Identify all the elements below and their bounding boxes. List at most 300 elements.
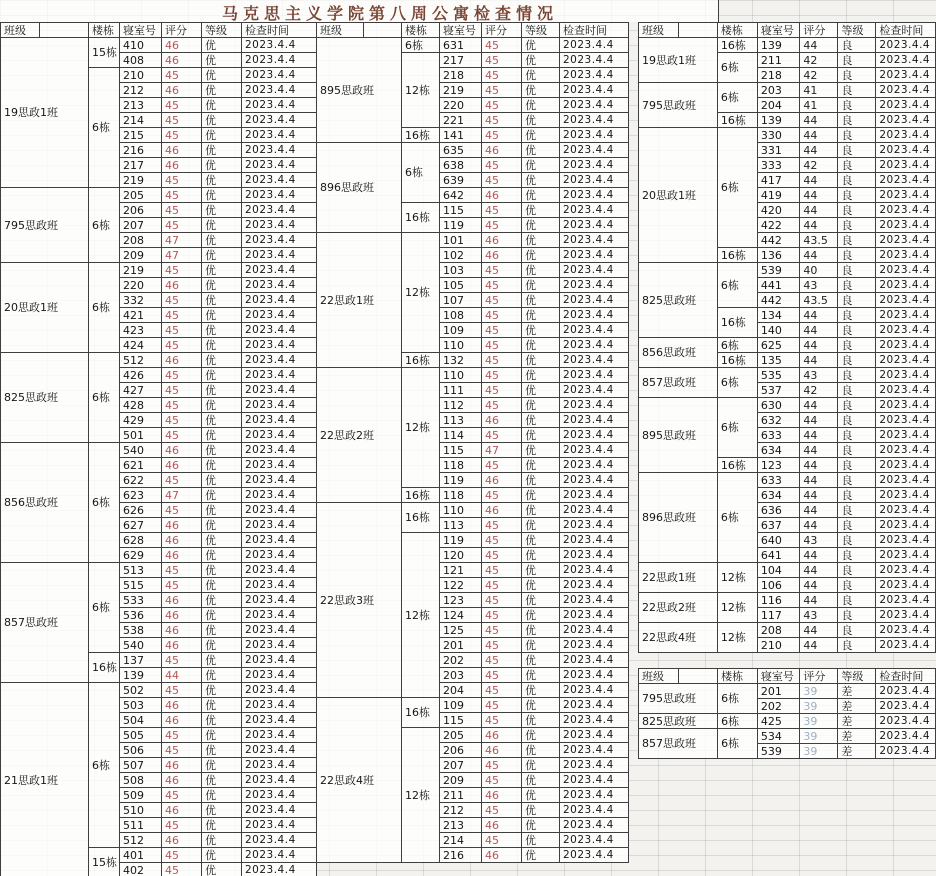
room-cell[interactable]: 421 xyxy=(120,308,162,323)
room-cell[interactable]: 114 xyxy=(440,428,482,443)
grade-cell[interactable]: 优 xyxy=(202,608,242,623)
grade-cell[interactable]: 优 xyxy=(522,698,560,713)
grade-cell[interactable]: 优 xyxy=(522,728,560,743)
room-cell[interactable]: 332 xyxy=(120,293,162,308)
time-cell[interactable]: 2023.4.4 xyxy=(242,338,317,353)
grade-cell[interactable]: 良 xyxy=(838,473,876,488)
grade-cell[interactable]: 优 xyxy=(202,803,242,818)
building-cell[interactable]: 16栋 xyxy=(402,503,440,533)
time-cell[interactable]: 2023.4.4 xyxy=(242,188,317,203)
building-cell[interactable]: 6栋 xyxy=(717,53,757,83)
score-cell[interactable]: 39 xyxy=(800,729,838,744)
time-cell[interactable]: 2023.4.4 xyxy=(560,443,629,458)
time-cell[interactable]: 2023.4.4 xyxy=(876,518,936,533)
score-cell[interactable]: 45 xyxy=(162,173,202,188)
room-cell[interactable]: 633 xyxy=(757,428,800,443)
room-cell[interactable]: 208 xyxy=(757,623,800,638)
time-cell[interactable]: 2023.4.4 xyxy=(876,383,936,398)
room-cell[interactable]: 213 xyxy=(440,818,482,833)
time-cell[interactable]: 2023.4.4 xyxy=(242,563,317,578)
grade-cell[interactable]: 优 xyxy=(202,563,242,578)
score-cell[interactable]: 46 xyxy=(162,608,202,623)
building-cell[interactable]: 15栋 xyxy=(89,848,120,876)
room-cell[interactable]: 427 xyxy=(120,383,162,398)
score-cell[interactable]: 45 xyxy=(162,818,202,833)
time-cell[interactable]: 2023.4.4 xyxy=(876,623,936,638)
time-cell[interactable]: 2023.4.4 xyxy=(876,608,936,623)
room-cell[interactable]: 634 xyxy=(757,488,800,503)
time-cell[interactable]: 2023.4.4 xyxy=(560,38,629,53)
room-cell[interactable]: 139 xyxy=(757,38,800,53)
score-header-cell[interactable]: 评分 xyxy=(800,23,838,38)
room-cell[interactable]: 135 xyxy=(757,353,800,368)
room-cell[interactable]: 210 xyxy=(120,68,162,83)
time-cell[interactable]: 2023.4.4 xyxy=(876,233,936,248)
room-cell[interactable]: 139 xyxy=(120,668,162,683)
grade-cell[interactable]: 优 xyxy=(522,638,560,653)
room-cell[interactable]: 642 xyxy=(440,188,482,203)
grade-cell[interactable]: 优 xyxy=(202,368,242,383)
score-cell[interactable]: 45 xyxy=(482,323,522,338)
time-cell[interactable]: 2023.4.4 xyxy=(242,473,317,488)
grade-cell[interactable]: 优 xyxy=(202,728,242,743)
building-cell[interactable]: 16栋 xyxy=(402,488,440,503)
room-cell[interactable]: 631 xyxy=(440,38,482,53)
score-cell[interactable]: 45 xyxy=(482,158,522,173)
time-cell[interactable]: 2023.4.4 xyxy=(242,293,317,308)
time-cell[interactable]: 2023.4.4 xyxy=(242,308,317,323)
room-cell[interactable]: 208 xyxy=(120,233,162,248)
time-cell[interactable]: 2023.4.4 xyxy=(560,383,629,398)
score-cell[interactable]: 47 xyxy=(482,443,522,458)
score-cell[interactable]: 46 xyxy=(162,758,202,773)
time-cell[interactable]: 2023.4.4 xyxy=(242,698,317,713)
grade-cell[interactable]: 优 xyxy=(202,353,242,368)
grade-cell[interactable]: 良 xyxy=(838,518,876,533)
grade-cell[interactable]: 优 xyxy=(202,668,242,683)
score-cell[interactable]: 43 xyxy=(800,533,838,548)
building-cell[interactable]: 6栋 xyxy=(717,128,757,248)
grade-cell[interactable]: 优 xyxy=(522,248,560,263)
grade-cell[interactable]: 优 xyxy=(522,278,560,293)
building-cell[interactable]: 12栋 xyxy=(402,368,440,488)
room-cell[interactable]: 510 xyxy=(120,803,162,818)
score-cell[interactable]: 45 xyxy=(482,128,522,143)
score-cell[interactable]: 46 xyxy=(482,503,522,518)
room-cell[interactable]: 442 xyxy=(757,233,800,248)
time-cell[interactable]: 2023.4.4 xyxy=(560,338,629,353)
time-cell[interactable]: 2023.4.4 xyxy=(876,729,936,744)
grade-cell[interactable]: 良 xyxy=(838,218,876,233)
grade-cell[interactable]: 优 xyxy=(202,68,242,83)
room-cell[interactable]: 640 xyxy=(757,533,800,548)
score-cell[interactable]: 45 xyxy=(162,563,202,578)
grade-cell[interactable]: 优 xyxy=(522,308,560,323)
time-cell[interactable]: 2023.4.4 xyxy=(242,773,317,788)
score-cell[interactable]: 46 xyxy=(482,728,522,743)
class-cell[interactable]: 19思政1班 xyxy=(639,38,718,83)
time-cell[interactable]: 2023.4.4 xyxy=(876,98,936,113)
room-cell[interactable]: 204 xyxy=(757,98,800,113)
time-cell[interactable]: 2023.4.4 xyxy=(876,548,936,563)
time-cell[interactable]: 2023.4.4 xyxy=(876,563,936,578)
grade-cell[interactable]: 优 xyxy=(202,113,242,128)
score-cell[interactable]: 45 xyxy=(482,203,522,218)
grade-cell[interactable]: 优 xyxy=(202,293,242,308)
class-cell[interactable]: 19思政1班 xyxy=(1,38,89,188)
building-cell[interactable]: 6栋 xyxy=(717,398,757,458)
building-cell[interactable]: 6栋 xyxy=(402,143,440,203)
time-cell[interactable]: 2023.4.4 xyxy=(560,458,629,473)
grade-cell[interactable]: 优 xyxy=(202,653,242,668)
grade-cell[interactable]: 良 xyxy=(838,608,876,623)
grade-cell[interactable]: 优 xyxy=(522,143,560,158)
score-cell[interactable]: 45 xyxy=(162,263,202,278)
score-cell[interactable]: 46 xyxy=(162,623,202,638)
time-cell[interactable]: 2023.4.4 xyxy=(560,203,629,218)
grade-cell[interactable]: 优 xyxy=(202,578,242,593)
room-cell[interactable]: 209 xyxy=(440,773,482,788)
time-cell[interactable]: 2023.4.4 xyxy=(876,699,936,714)
grade-cell[interactable]: 优 xyxy=(202,773,242,788)
time-cell[interactable]: 2023.4.4 xyxy=(242,113,317,128)
time-cell[interactable]: 2023.4.4 xyxy=(242,233,317,248)
building-cell[interactable]: 16栋 xyxy=(402,128,440,143)
time-cell[interactable]: 2023.4.4 xyxy=(242,518,317,533)
class-subheader-cell[interactable] xyxy=(364,23,402,38)
grade-header-cell[interactable]: 等级 xyxy=(522,23,560,38)
room-cell[interactable]: 210 xyxy=(757,638,800,653)
time-cell[interactable]: 2023.4.4 xyxy=(560,263,629,278)
grade-cell[interactable]: 优 xyxy=(522,263,560,278)
class-cell[interactable]: 22思政2班 xyxy=(639,593,718,623)
grade-cell[interactable]: 优 xyxy=(522,473,560,488)
grade-cell[interactable]: 优 xyxy=(202,263,242,278)
grade-cell[interactable]: 良 xyxy=(838,128,876,143)
building-cell[interactable]: 6栋 xyxy=(717,473,757,563)
score-cell[interactable]: 45 xyxy=(482,533,522,548)
grade-cell[interactable]: 优 xyxy=(202,698,242,713)
room-cell[interactable]: 501 xyxy=(120,428,162,443)
time-cell[interactable]: 2023.4.4 xyxy=(242,383,317,398)
grade-cell[interactable]: 优 xyxy=(202,413,242,428)
score-cell[interactable]: 44 xyxy=(800,443,838,458)
room-cell[interactable]: 110 xyxy=(440,368,482,383)
room-cell[interactable]: 206 xyxy=(440,743,482,758)
grade-cell[interactable]: 优 xyxy=(522,428,560,443)
grade-cell[interactable]: 良 xyxy=(838,638,876,653)
time-cell[interactable]: 2023.4.4 xyxy=(876,218,936,233)
time-cell[interactable]: 2023.4.4 xyxy=(560,833,629,848)
room-cell[interactable]: 115 xyxy=(440,443,482,458)
room-cell[interactable]: 140 xyxy=(757,323,800,338)
time-cell[interactable]: 2023.4.4 xyxy=(560,353,629,368)
score-cell[interactable]: 45 xyxy=(162,308,202,323)
grade-cell[interactable]: 良 xyxy=(838,158,876,173)
room-cell[interactable]: 139 xyxy=(757,113,800,128)
grade-cell[interactable]: 优 xyxy=(522,218,560,233)
room-cell[interactable]: 102 xyxy=(440,248,482,263)
time-cell[interactable]: 2023.4.4 xyxy=(876,503,936,518)
time-cell[interactable]: 2023.4.4 xyxy=(876,398,936,413)
score-cell[interactable]: 44 xyxy=(800,548,838,563)
score-cell[interactable]: 45 xyxy=(482,353,522,368)
grade-cell[interactable]: 良 xyxy=(838,503,876,518)
score-cell[interactable]: 45 xyxy=(162,203,202,218)
grade-cell[interactable]: 优 xyxy=(522,818,560,833)
building-cell[interactable]: 6栋 xyxy=(718,729,758,759)
room-cell[interactable]: 123 xyxy=(440,593,482,608)
room-cell[interactable]: 540 xyxy=(120,638,162,653)
time-cell[interactable]: 2023.4.4 xyxy=(876,278,936,293)
grade-cell[interactable]: 良 xyxy=(838,578,876,593)
room-cell[interactable]: 136 xyxy=(757,248,800,263)
time-cell[interactable]: 2023.4.4 xyxy=(876,128,936,143)
score-cell[interactable]: 43 xyxy=(800,608,838,623)
score-cell[interactable]: 45 xyxy=(162,218,202,233)
score-cell[interactable]: 44 xyxy=(800,128,838,143)
room-cell[interactable]: 219 xyxy=(120,263,162,278)
score-cell[interactable]: 45 xyxy=(482,458,522,473)
time-cell[interactable]: 2023.4.4 xyxy=(876,473,936,488)
room-cell[interactable]: 105 xyxy=(440,278,482,293)
grade-cell[interactable]: 优 xyxy=(202,848,242,863)
grade-cell[interactable]: 优 xyxy=(202,128,242,143)
score-cell[interactable]: 45 xyxy=(162,398,202,413)
time-cell[interactable]: 2023.4.4 xyxy=(876,188,936,203)
room-header-cell[interactable]: 寝室号 xyxy=(757,23,800,38)
class-cell[interactable]: 857思政班 xyxy=(1,563,89,683)
score-cell[interactable]: 44 xyxy=(162,668,202,683)
building-cell[interactable]: 16栋 xyxy=(402,353,440,368)
grade-cell[interactable]: 良 xyxy=(838,533,876,548)
score-cell[interactable]: 44 xyxy=(800,593,838,608)
grade-cell[interactable]: 差 xyxy=(838,729,876,744)
score-cell[interactable]: 46 xyxy=(162,143,202,158)
score-cell[interactable]: 43 xyxy=(800,278,838,293)
score-cell[interactable]: 46 xyxy=(162,833,202,848)
grade-cell[interactable]: 良 xyxy=(838,338,876,353)
room-cell[interactable]: 636 xyxy=(757,503,800,518)
grade-cell[interactable]: 优 xyxy=(522,443,560,458)
room-cell[interactable]: 205 xyxy=(440,728,482,743)
room-cell[interactable]: 218 xyxy=(757,68,800,83)
score-cell[interactable]: 45 xyxy=(162,323,202,338)
grade-cell[interactable]: 良 xyxy=(838,263,876,278)
room-cell[interactable]: 429 xyxy=(120,413,162,428)
time-cell[interactable]: 2023.4.4 xyxy=(876,458,936,473)
score-cell[interactable]: 46 xyxy=(482,413,522,428)
grade-cell[interactable]: 良 xyxy=(838,278,876,293)
time-header-cell[interactable]: 检查时间 xyxy=(242,23,317,38)
time-cell[interactable]: 2023.4.4 xyxy=(876,593,936,608)
score-cell[interactable]: 42 xyxy=(800,53,838,68)
time-cell[interactable]: 2023.4.4 xyxy=(876,308,936,323)
grade-cell[interactable]: 良 xyxy=(838,248,876,263)
score-cell[interactable]: 45 xyxy=(482,338,522,353)
class-subheader-cell[interactable] xyxy=(679,669,718,684)
time-cell[interactable]: 2023.4.4 xyxy=(560,788,629,803)
time-cell[interactable]: 2023.4.4 xyxy=(560,233,629,248)
score-cell[interactable]: 46 xyxy=(162,53,202,68)
room-cell[interactable]: 209 xyxy=(120,248,162,263)
grade-cell[interactable]: 优 xyxy=(202,383,242,398)
score-cell[interactable]: 42 xyxy=(800,158,838,173)
time-cell[interactable]: 2023.4.4 xyxy=(242,68,317,83)
score-cell[interactable]: 46 xyxy=(482,848,522,863)
grade-cell[interactable]: 优 xyxy=(202,218,242,233)
grade-cell[interactable]: 优 xyxy=(522,233,560,248)
score-cell[interactable]: 45 xyxy=(482,713,522,728)
room-cell[interactable]: 330 xyxy=(757,128,800,143)
room-cell[interactable]: 125 xyxy=(440,623,482,638)
time-cell[interactable]: 2023.4.4 xyxy=(876,578,936,593)
time-cell[interactable]: 2023.4.4 xyxy=(876,428,936,443)
room-cell[interactable]: 627 xyxy=(120,518,162,533)
time-cell[interactable]: 2023.4.4 xyxy=(876,263,936,278)
room-cell[interactable]: 212 xyxy=(440,803,482,818)
score-cell[interactable]: 45 xyxy=(162,503,202,518)
score-cell[interactable]: 45 xyxy=(162,128,202,143)
grade-cell[interactable]: 优 xyxy=(522,383,560,398)
room-cell[interactable]: 103 xyxy=(440,263,482,278)
time-cell[interactable]: 2023.4.4 xyxy=(560,398,629,413)
grade-cell[interactable]: 优 xyxy=(522,38,560,53)
time-cell[interactable]: 2023.4.4 xyxy=(242,368,317,383)
grade-cell[interactable]: 优 xyxy=(202,788,242,803)
score-cell[interactable]: 40 xyxy=(800,263,838,278)
time-cell[interactable]: 2023.4.4 xyxy=(876,38,936,53)
building-cell[interactable]: 12栋 xyxy=(717,593,757,623)
grade-cell[interactable]: 良 xyxy=(838,83,876,98)
score-cell[interactable]: 46 xyxy=(162,593,202,608)
grade-cell[interactable]: 良 xyxy=(838,308,876,323)
class-cell[interactable]: 895思政班 xyxy=(317,38,402,143)
room-cell[interactable]: 216 xyxy=(440,848,482,863)
score-cell[interactable]: 45 xyxy=(162,863,202,876)
score-cell[interactable]: 45 xyxy=(162,383,202,398)
class-cell[interactable]: 857思政班 xyxy=(639,729,718,759)
grade-cell[interactable]: 优 xyxy=(202,443,242,458)
score-cell[interactable]: 46 xyxy=(162,458,202,473)
time-cell[interactable]: 2023.4.4 xyxy=(242,593,317,608)
room-cell[interactable]: 202 xyxy=(757,699,800,714)
score-cell[interactable]: 46 xyxy=(162,278,202,293)
score-cell[interactable]: 47 xyxy=(162,233,202,248)
grade-cell[interactable]: 优 xyxy=(522,608,560,623)
grade-cell[interactable]: 良 xyxy=(838,593,876,608)
grade-cell[interactable]: 优 xyxy=(522,323,560,338)
building-cell[interactable]: 6栋 xyxy=(717,338,757,353)
building-cell[interactable]: 6栋 xyxy=(89,188,120,263)
score-cell[interactable]: 46 xyxy=(482,743,522,758)
time-cell[interactable]: 2023.4.4 xyxy=(242,548,317,563)
time-cell[interactable]: 2023.4.4 xyxy=(560,638,629,653)
time-cell[interactable]: 2023.4.4 xyxy=(242,578,317,593)
score-cell[interactable]: 39 xyxy=(800,684,838,699)
room-cell[interactable]: 534 xyxy=(757,729,800,744)
score-cell[interactable]: 42 xyxy=(800,68,838,83)
grade-cell[interactable]: 优 xyxy=(522,758,560,773)
time-cell[interactable]: 2023.4.4 xyxy=(242,203,317,218)
score-cell[interactable]: 45 xyxy=(162,683,202,698)
building-cell[interactable]: 6栋 xyxy=(89,353,120,443)
room-cell[interactable]: 213 xyxy=(120,98,162,113)
time-cell[interactable]: 2023.4.4 xyxy=(560,323,629,338)
score-cell[interactable]: 45 xyxy=(482,488,522,503)
grade-cell[interactable]: 良 xyxy=(838,113,876,128)
room-cell[interactable]: 504 xyxy=(120,713,162,728)
score-cell[interactable]: 46 xyxy=(162,83,202,98)
grade-cell[interactable]: 优 xyxy=(522,773,560,788)
grade-cell[interactable]: 优 xyxy=(522,188,560,203)
time-cell[interactable]: 2023.4.4 xyxy=(560,608,629,623)
time-cell[interactable]: 2023.4.4 xyxy=(876,714,936,729)
grade-cell[interactable]: 优 xyxy=(522,848,560,863)
room-cell[interactable]: 422 xyxy=(757,218,800,233)
time-cell[interactable]: 2023.4.4 xyxy=(560,293,629,308)
grade-cell[interactable]: 优 xyxy=(202,38,242,53)
time-cell[interactable]: 2023.4.4 xyxy=(242,863,317,876)
score-cell[interactable]: 46 xyxy=(162,38,202,53)
grade-cell[interactable]: 优 xyxy=(202,338,242,353)
grade-cell[interactable]: 优 xyxy=(522,653,560,668)
room-cell[interactable]: 402 xyxy=(120,863,162,876)
time-cell[interactable]: 2023.4.4 xyxy=(242,263,317,278)
room-cell[interactable]: 110 xyxy=(440,503,482,518)
room-cell[interactable]: 639 xyxy=(440,173,482,188)
grade-cell[interactable]: 优 xyxy=(202,458,242,473)
room-cell[interactable]: 132 xyxy=(440,353,482,368)
score-cell[interactable]: 44 xyxy=(800,203,838,218)
room-cell[interactable]: 506 xyxy=(120,743,162,758)
class-cell[interactable]: 857思政班 xyxy=(639,368,718,398)
class-cell[interactable]: 856思政班 xyxy=(1,443,89,563)
score-cell[interactable]: 45 xyxy=(482,278,522,293)
grade-cell[interactable]: 良 xyxy=(838,368,876,383)
room-cell[interactable]: 201 xyxy=(757,684,800,699)
score-cell[interactable]: 45 xyxy=(482,833,522,848)
score-cell[interactable]: 45 xyxy=(482,608,522,623)
grade-header-cell[interactable]: 等级 xyxy=(838,23,876,38)
building-cell[interactable]: 6栋 xyxy=(717,263,757,308)
score-cell[interactable]: 44 xyxy=(800,518,838,533)
room-cell[interactable]: 635 xyxy=(440,143,482,158)
score-cell[interactable]: 45 xyxy=(482,113,522,128)
time-cell[interactable]: 2023.4.4 xyxy=(560,128,629,143)
room-cell[interactable]: 201 xyxy=(440,638,482,653)
score-cell[interactable]: 39 xyxy=(800,714,838,729)
building-cell[interactable]: 6栋 xyxy=(718,684,758,714)
room-cell[interactable]: 106 xyxy=(757,578,800,593)
room-header-cell[interactable]: 寝室号 xyxy=(757,669,800,684)
room-cell[interactable]: 641 xyxy=(757,548,800,563)
grade-cell[interactable]: 优 xyxy=(522,203,560,218)
room-header-cell[interactable]: 寝室号 xyxy=(120,23,162,38)
class-cell[interactable]: 825思政班 xyxy=(1,353,89,443)
score-cell[interactable]: 44 xyxy=(800,578,838,593)
score-cell[interactable]: 44 xyxy=(800,143,838,158)
room-cell[interactable]: 420 xyxy=(757,203,800,218)
grade-cell[interactable]: 良 xyxy=(838,623,876,638)
grade-cell[interactable]: 优 xyxy=(202,833,242,848)
score-cell[interactable]: 44 xyxy=(800,398,838,413)
building-cell[interactable]: 6栋 xyxy=(89,443,120,563)
building-cell[interactable]: 16栋 xyxy=(402,698,440,728)
room-cell[interactable]: 134 xyxy=(757,308,800,323)
building-cell[interactable]: 16栋 xyxy=(402,203,440,233)
score-cell[interactable]: 43.5 xyxy=(800,293,838,308)
